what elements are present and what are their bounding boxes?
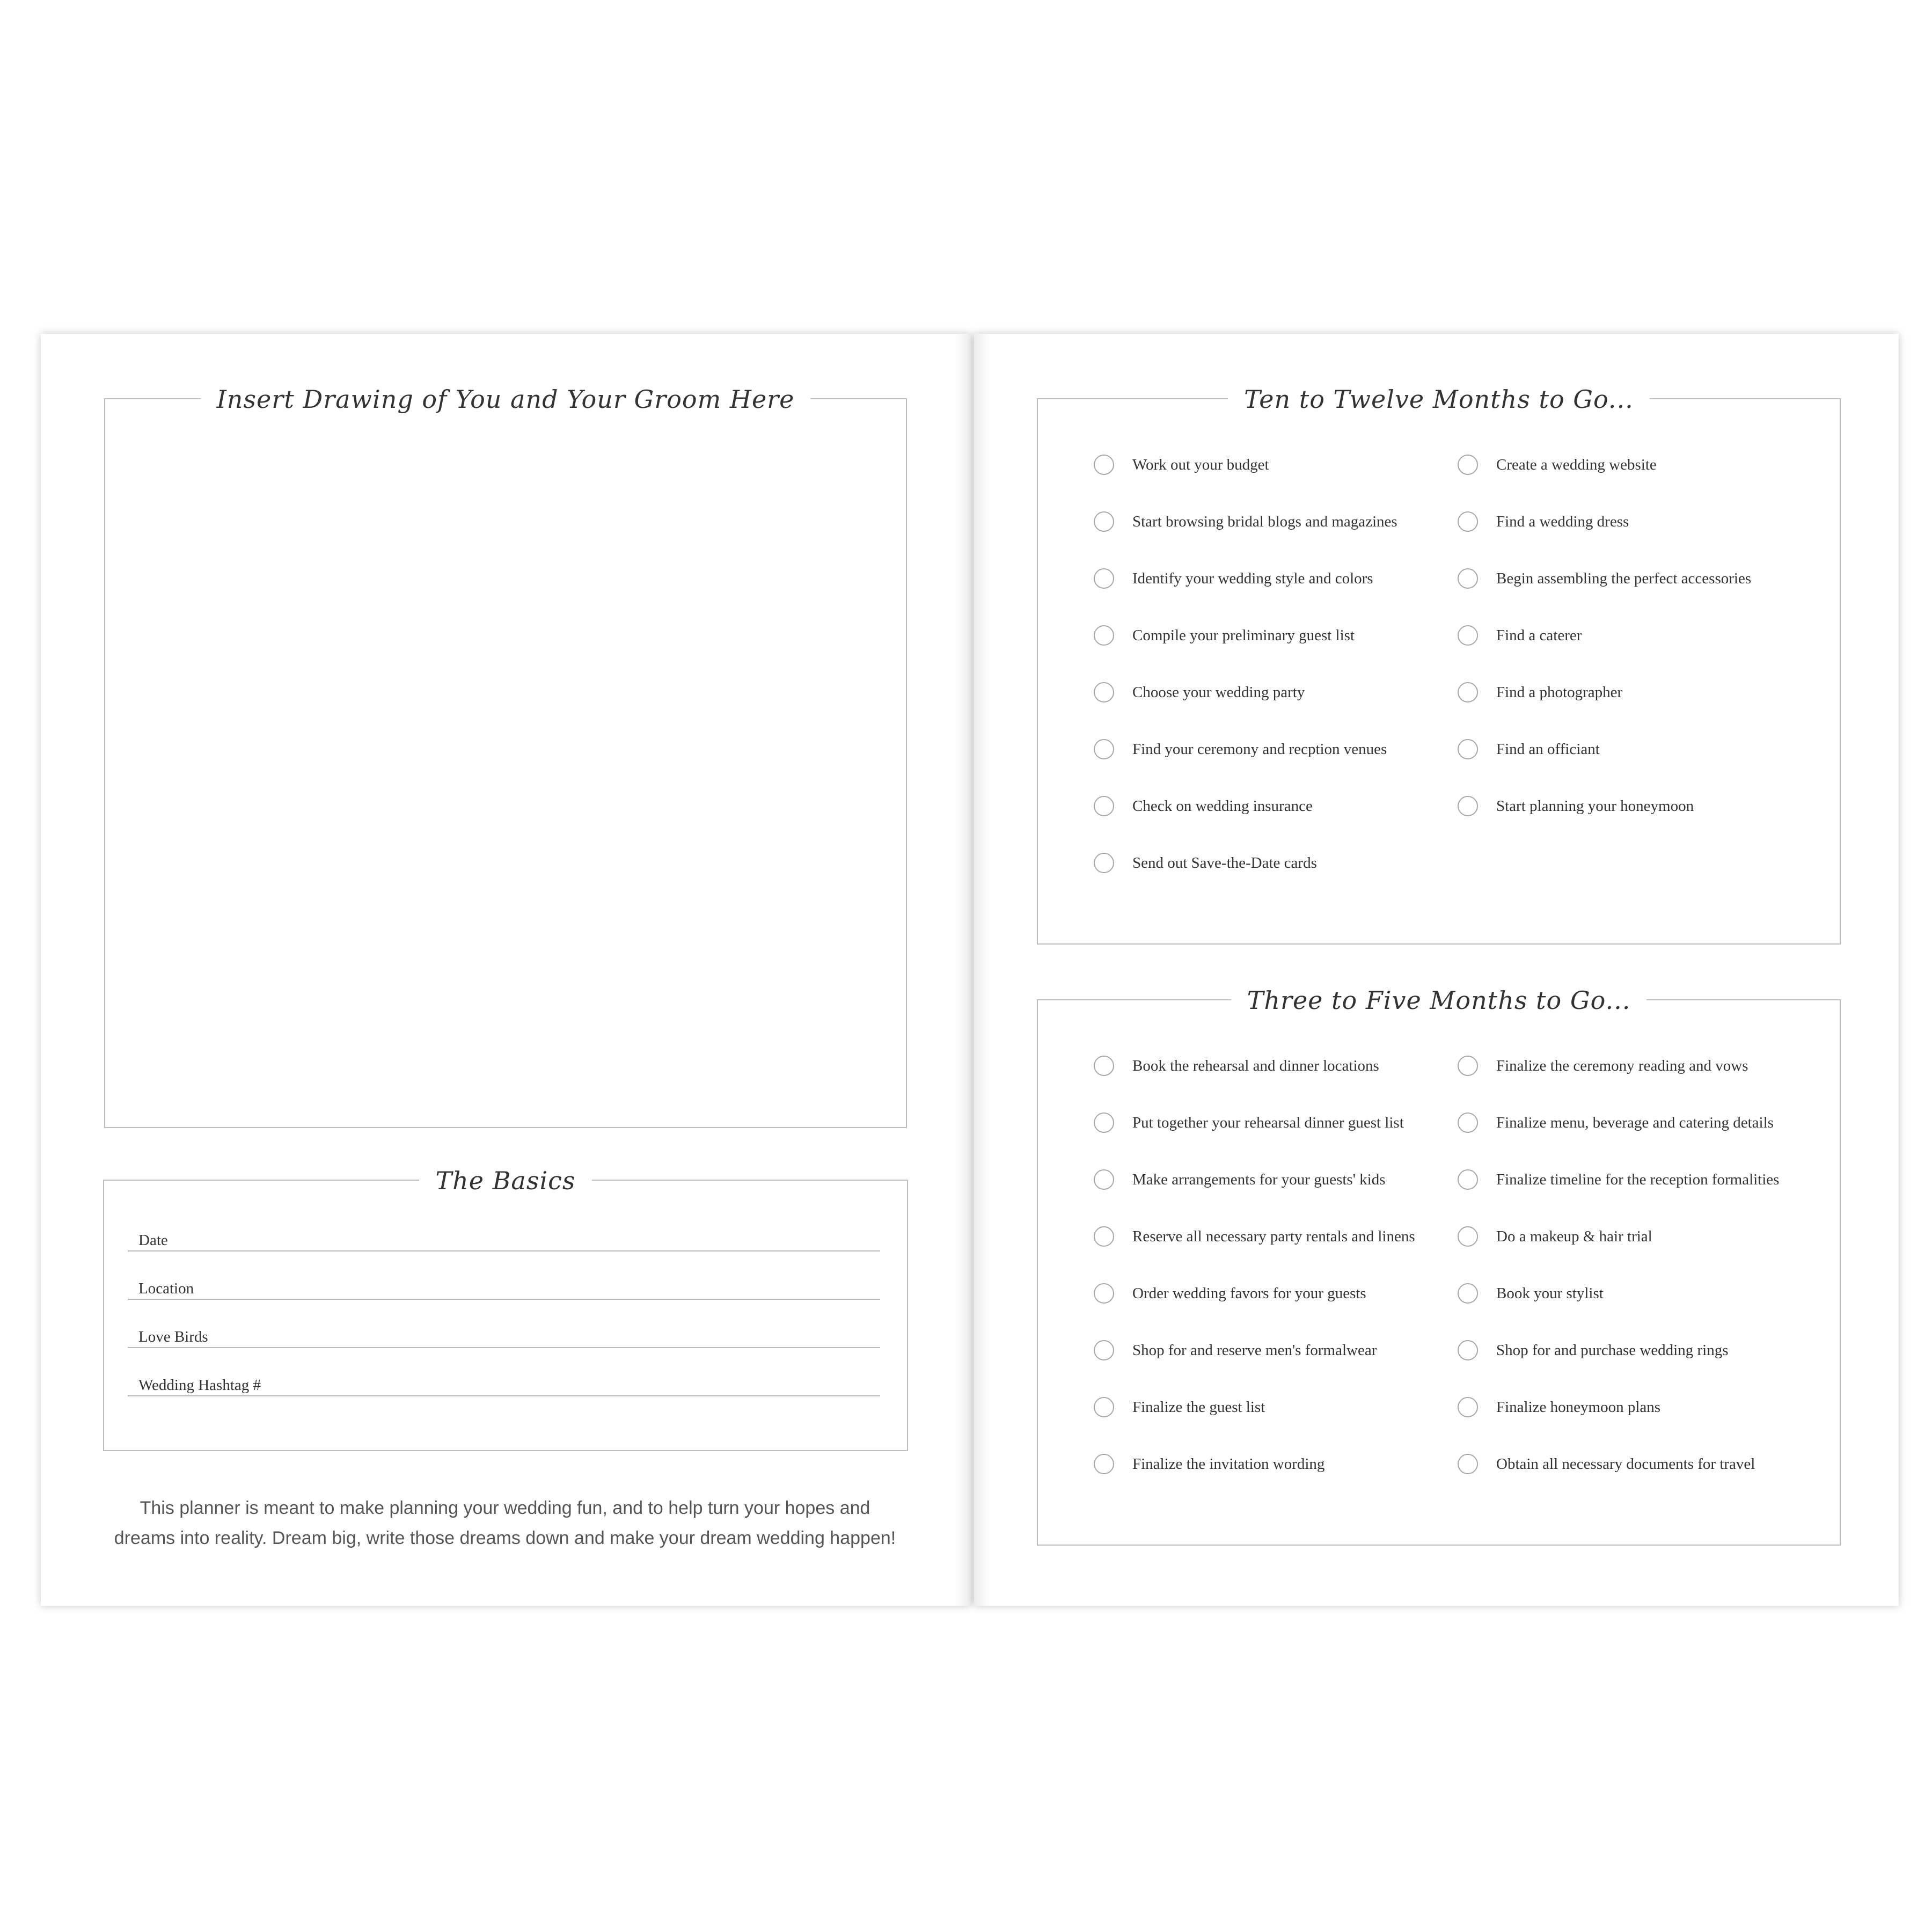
checkbox-circle-icon[interactable] <box>1458 739 1478 759</box>
checklist-item-label: Find a caterer <box>1496 626 1582 644</box>
checklist-item-label: Order wedding favors for your guests <box>1132 1284 1366 1302</box>
checkbox-circle-icon[interactable] <box>1458 1397 1478 1417</box>
checklist-item-label: Finalize timeline for the reception formalities <box>1496 1170 1780 1188</box>
checklist-item-label: Begin assembling the perfect accessories <box>1496 569 1752 587</box>
checklist-item-label: Book your stylist <box>1496 1284 1604 1302</box>
ten-to-twelve-checklist-item[interactable] <box>1458 562 1751 595</box>
ten-to-twelve-title-text: Ten to Twelve Months to Go... <box>1228 377 1650 422</box>
ten-to-twelve-checklist-item[interactable] <box>1094 676 1305 708</box>
three-to-five-checklist-item[interactable] <box>1094 1050 1379 1082</box>
checkbox-circle-icon[interactable] <box>1094 739 1114 759</box>
three-to-five-checklist-item[interactable] <box>1458 1448 1755 1480</box>
checklist-item-label: Finalize the invitation wording <box>1132 1455 1325 1473</box>
wedding-hashtag-field[interactable] <box>128 1347 880 1396</box>
three-to-five-checklist-item[interactable] <box>1458 1391 1660 1423</box>
date-field[interactable] <box>128 1202 880 1252</box>
wedding-hashtag-label: Wedding Hashtag # <box>138 1377 261 1394</box>
intro-text <box>100 1493 910 1553</box>
checkbox-circle-icon[interactable] <box>1458 1283 1478 1304</box>
drawing-box-title <box>105 377 906 422</box>
checklist-item-label: Put together your rehearsal dinner guest list <box>1132 1114 1404 1131</box>
ten-to-twelve-checklist-item[interactable] <box>1094 506 1397 538</box>
three-to-five-checklist-item[interactable] <box>1458 1107 1774 1139</box>
checkbox-circle-icon[interactable] <box>1094 455 1114 475</box>
checklist-item-label: Finalize honeymoon plans <box>1496 1398 1661 1416</box>
checklist-item-label: Find an officiant <box>1496 740 1600 758</box>
checklist-item-label: Work out your budget <box>1132 456 1269 473</box>
checklist-item-label: Finalize menu, beverage and catering details <box>1496 1114 1774 1131</box>
ten-to-twelve-checklist-item[interactable] <box>1458 619 1582 652</box>
checkbox-circle-icon[interactable] <box>1458 625 1478 646</box>
checkbox-circle-icon[interactable] <box>1094 1340 1114 1360</box>
ten-to-twelve-checklist-item[interactable] <box>1094 733 1387 765</box>
checklist-item-label: Compile your preliminary guest list <box>1132 626 1355 644</box>
location-label: Location <box>138 1280 194 1297</box>
gutter-shadow <box>974 334 990 1606</box>
three-to-five-checklist-item[interactable] <box>1458 1050 1748 1082</box>
ten-to-twelve-checklist-item[interactable] <box>1094 790 1313 822</box>
ten-to-twelve-checklist-item[interactable] <box>1458 449 1657 481</box>
ten-to-twelve-checklist-item[interactable] <box>1094 847 1317 879</box>
love-birds-field[interactable] <box>128 1299 880 1348</box>
date-label: Date <box>138 1232 168 1249</box>
checkbox-circle-icon[interactable] <box>1094 853 1114 873</box>
checkbox-circle-icon[interactable] <box>1094 796 1114 816</box>
checkbox-circle-icon[interactable] <box>1458 796 1478 816</box>
checkbox-circle-icon[interactable] <box>1458 1226 1478 1247</box>
checklist-item-label: Send out Save-the-Date cards <box>1132 854 1317 872</box>
checkbox-circle-icon[interactable] <box>1458 1169 1478 1190</box>
checkbox-circle-icon[interactable] <box>1094 1454 1114 1474</box>
checkbox-circle-icon[interactable] <box>1458 682 1478 702</box>
three-to-five-checklist-item[interactable] <box>1094 1391 1265 1423</box>
checklist-item-label: Book the rehearsal and dinner locations <box>1132 1057 1379 1074</box>
ten-to-twelve-checklist-item[interactable] <box>1458 676 1622 708</box>
checklist-item-label: Shop for and reserve men's formalwear <box>1132 1341 1377 1359</box>
three-to-five-checklist-item[interactable] <box>1094 1107 1404 1139</box>
ten-to-twelve-checklist-item[interactable] <box>1094 562 1373 595</box>
ten-to-twelve-months-box <box>1037 385 1841 945</box>
checklist-item-label: Start browsing bridal blogs and magazines <box>1132 513 1397 530</box>
checkbox-circle-icon[interactable] <box>1094 1056 1114 1076</box>
checkbox-circle-icon[interactable] <box>1458 1340 1478 1360</box>
checklist-item-label: Find your ceremony and recption venues <box>1132 740 1387 758</box>
checkbox-circle-icon[interactable] <box>1458 1056 1478 1076</box>
checkbox-circle-icon[interactable] <box>1094 1113 1114 1133</box>
love-birds-label: Love Birds <box>138 1328 208 1345</box>
three-to-five-checklist-item[interactable] <box>1458 1163 1779 1196</box>
basics-box-title <box>104 1158 907 1203</box>
checkbox-circle-icon[interactable] <box>1094 1397 1114 1417</box>
ten-to-twelve-checklist-item[interactable] <box>1458 733 1600 765</box>
checkbox-circle-icon[interactable] <box>1094 1169 1114 1190</box>
ten-to-twelve-checklist-item[interactable] <box>1458 790 1694 822</box>
ten-to-twelve-checklist-item[interactable] <box>1458 506 1629 538</box>
basics-title-text: The Basics <box>419 1158 591 1203</box>
three-to-five-checklist-item[interactable] <box>1094 1448 1324 1480</box>
three-to-five-months-box <box>1037 986 1841 1546</box>
checkbox-circle-icon[interactable] <box>1458 511 1478 532</box>
basics-box <box>103 1166 908 1451</box>
checkbox-circle-icon[interactable] <box>1458 568 1478 589</box>
checklist-item-label: Find a wedding dress <box>1496 513 1629 530</box>
checkbox-circle-icon[interactable] <box>1458 1454 1478 1474</box>
checklist-item-label: Start planning your honeymoon <box>1496 797 1694 815</box>
three-to-five-title-text: Three to Five Months to Go... <box>1231 978 1647 1023</box>
checkbox-circle-icon[interactable] <box>1094 625 1114 646</box>
three-to-five-checklist-item[interactable] <box>1094 1277 1366 1309</box>
checkbox-circle-icon[interactable] <box>1458 455 1478 475</box>
drawing-box <box>104 385 907 1128</box>
checkbox-circle-icon[interactable] <box>1094 1226 1114 1247</box>
checklist-item-label: Do a makeup & hair trial <box>1496 1227 1652 1245</box>
checklist-item-label: Reserve all necessary party rentals and linens <box>1132 1227 1415 1245</box>
ten-to-twelve-checklist-item[interactable] <box>1094 619 1355 652</box>
checklist-item-label: Finalize the ceremony reading and vows <box>1496 1057 1748 1074</box>
three-to-five-checklist-item[interactable] <box>1458 1277 1604 1309</box>
checklist-item-label: Find a photographer <box>1496 683 1623 701</box>
checkbox-circle-icon[interactable] <box>1458 1113 1478 1133</box>
checklist-item-label: Identify your wedding style and colors <box>1132 569 1373 587</box>
checklist-item-label: Finalize the guest list <box>1132 1398 1265 1416</box>
location-field[interactable] <box>128 1250 880 1300</box>
three-to-five-checklist-item[interactable] <box>1094 1220 1415 1253</box>
checklist-item-label: Check on wedding insurance <box>1132 797 1313 815</box>
checklist-item-label: Create a wedding website <box>1496 456 1657 473</box>
checklist-item-label: Shop for and purchase wedding rings <box>1496 1341 1729 1359</box>
checkbox-circle-icon[interactable] <box>1094 1283 1114 1304</box>
three-to-five-checklist-item[interactable] <box>1458 1334 1729 1366</box>
checkbox-circle-icon[interactable] <box>1094 682 1114 702</box>
checklist-item-label: Obtain all necessary documents for travel <box>1496 1455 1755 1473</box>
three-to-five-checklist-item[interactable] <box>1094 1163 1386 1196</box>
drawing-title-text: Insert Drawing of You and Your Groom Here <box>201 377 811 422</box>
checklist-item-label: Make arrangements for your guests' kids <box>1132 1170 1386 1188</box>
three-to-five-checklist-item[interactable] <box>1094 1334 1377 1366</box>
ten-to-twelve-checklist-item[interactable] <box>1094 449 1269 481</box>
intro-line: dreams into reality. Dream big, write those dreams down and make your dream wedding happen! <box>114 1528 896 1548</box>
left-page <box>41 334 971 1606</box>
gutter-shadow <box>955 334 971 1606</box>
intro-line: This planner is meant to make planning your wedding fun, and to help turn your hopes and <box>140 1498 870 1518</box>
three-to-five-checklist-item[interactable] <box>1458 1220 1652 1253</box>
checkbox-circle-icon[interactable] <box>1094 511 1114 532</box>
checkbox-circle-icon[interactable] <box>1094 568 1114 589</box>
checklist-item-label: Choose your wedding party <box>1132 683 1305 701</box>
